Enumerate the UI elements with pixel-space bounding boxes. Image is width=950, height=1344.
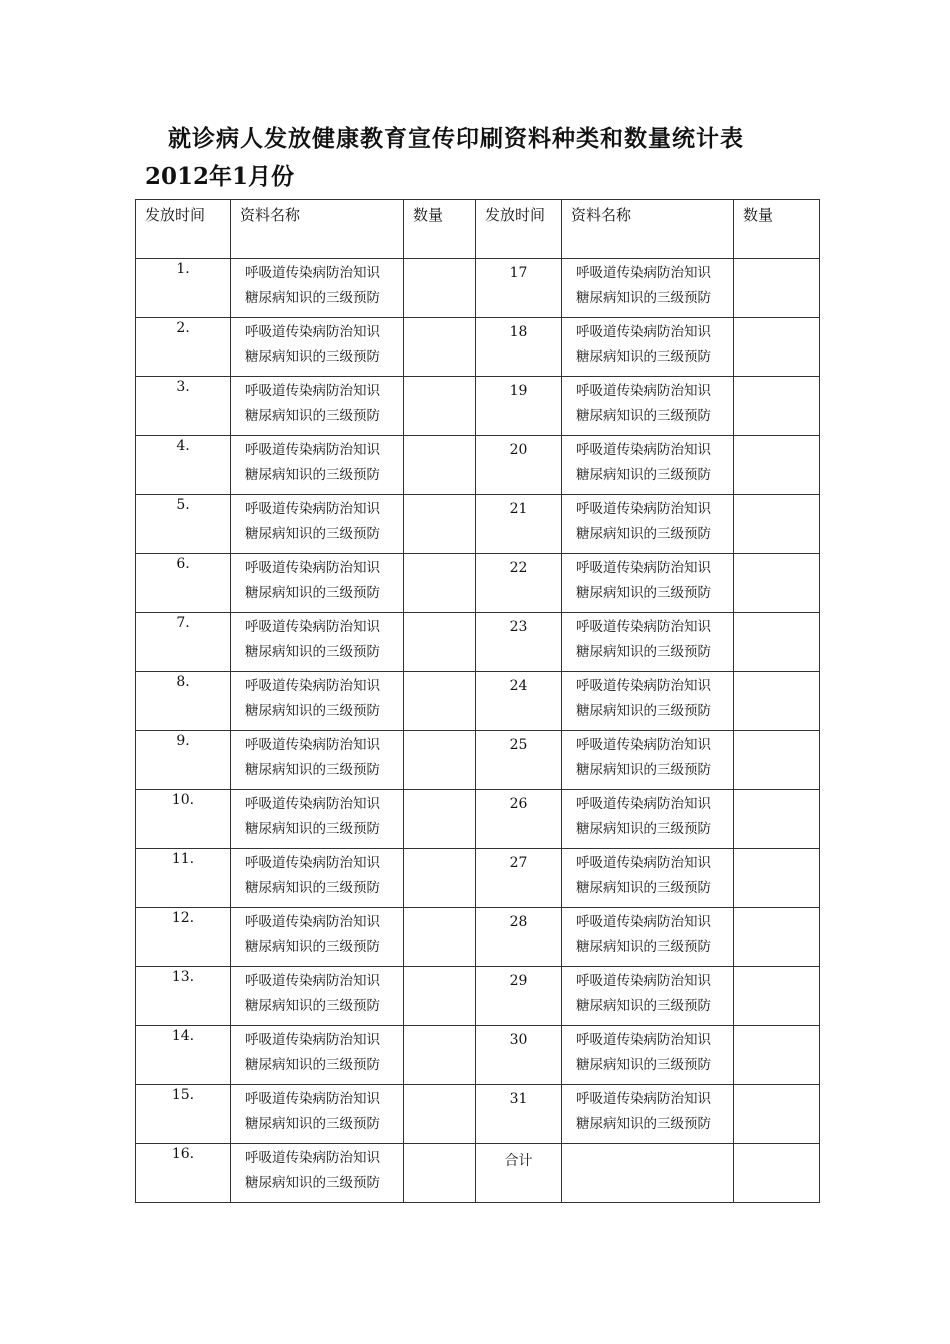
right-quantity-cell (734, 908, 820, 967)
left-day-cell: 14. (136, 1026, 231, 1085)
right-quantity-cell (734, 554, 820, 613)
left-material-cell: 呼吸道传染病防治知识 糖尿病知识的三级预防 (231, 613, 404, 672)
header-cell: 资料名称 (562, 200, 734, 259)
left-quantity-cell (404, 436, 476, 495)
right-quantity-cell (734, 849, 820, 908)
header-cell: 发放时间 (476, 200, 562, 259)
right-day-cell: 合计 (476, 1144, 562, 1203)
table-row (136, 1085, 820, 1144)
left-day-cell: 5. (136, 495, 231, 554)
left-day-cell: 3. (136, 377, 231, 436)
right-quantity-cell (734, 731, 820, 790)
right-day-cell: 29 (476, 967, 562, 1026)
right-day-cell: 28 (476, 908, 562, 967)
left-quantity-cell (404, 495, 476, 554)
table-header-row (136, 200, 820, 259)
right-material-cell (562, 1144, 734, 1203)
right-material-cell: 呼吸道传染病防治知识 糖尿病知识的三级预防 (562, 849, 734, 908)
left-quantity-cell (404, 318, 476, 377)
document-subtitle: 2012年1月份 (145, 163, 295, 190)
left-quantity-cell (404, 554, 476, 613)
left-material-cell: 呼吸道传染病防治知识 糖尿病知识的三级预防 (231, 259, 404, 318)
right-material-cell: 呼吸道传染病防治知识 糖尿病知识的三级预防 (562, 908, 734, 967)
table-row (136, 1144, 820, 1203)
right-day-cell: 27 (476, 849, 562, 908)
table-row (136, 377, 820, 436)
right-day-cell: 31 (476, 1085, 562, 1144)
right-day-cell: 22 (476, 554, 562, 613)
left-day-cell: 8. (136, 672, 231, 731)
left-quantity-cell (404, 1144, 476, 1203)
right-material-cell: 呼吸道传染病防治知识 糖尿病知识的三级预防 (562, 377, 734, 436)
left-day-cell: 11. (136, 849, 231, 908)
left-day-cell: 12. (136, 908, 231, 967)
right-material-cell: 呼吸道传染病防治知识 糖尿病知识的三级预防 (562, 790, 734, 849)
left-quantity-cell (404, 967, 476, 1026)
left-quantity-cell (404, 613, 476, 672)
table-row (136, 436, 820, 495)
left-day-cell: 1. (136, 259, 231, 318)
right-quantity-cell (734, 318, 820, 377)
right-material-cell: 呼吸道传染病防治知识 糖尿病知识的三级预防 (562, 318, 734, 377)
right-day-cell: 19 (476, 377, 562, 436)
header-cell: 资料名称 (231, 200, 404, 259)
left-day-cell: 15. (136, 1085, 231, 1144)
right-day-cell: 24 (476, 672, 562, 731)
right-quantity-cell (734, 790, 820, 849)
left-day-cell: 7. (136, 613, 231, 672)
table-row (136, 908, 820, 967)
right-quantity-cell (734, 1144, 820, 1203)
left-material-cell: 呼吸道传染病防治知识 糖尿病知识的三级预防 (231, 1144, 404, 1203)
left-day-cell: 13. (136, 967, 231, 1026)
right-day-cell: 18 (476, 318, 562, 377)
right-material-cell: 呼吸道传染病防治知识 糖尿病知识的三级预防 (562, 259, 734, 318)
right-material-cell: 呼吸道传染病防治知识 糖尿病知识的三级预防 (562, 1085, 734, 1144)
table-row (136, 967, 820, 1026)
left-quantity-cell (404, 849, 476, 908)
table-row (136, 259, 820, 318)
table-row (136, 1026, 820, 1085)
left-material-cell: 呼吸道传染病防治知识 糖尿病知识的三级预防 (231, 554, 404, 613)
right-day-cell: 21 (476, 495, 562, 554)
right-material-cell: 呼吸道传染病防治知识 糖尿病知识的三级预防 (562, 554, 734, 613)
left-day-cell: 4. (136, 436, 231, 495)
right-material-cell: 呼吸道传染病防治知识 糖尿病知识的三级预防 (562, 1026, 734, 1085)
header-cell: 发放时间 (136, 200, 231, 259)
left-material-cell: 呼吸道传染病防治知识 糖尿病知识的三级预防 (231, 1026, 404, 1085)
right-quantity-cell (734, 377, 820, 436)
left-material-cell: 呼吸道传染病防治知识 糖尿病知识的三级预防 (231, 318, 404, 377)
table-row (136, 495, 820, 554)
left-quantity-cell (404, 377, 476, 436)
right-quantity-cell (734, 1085, 820, 1144)
left-material-cell: 呼吸道传染病防治知识 糖尿病知识的三级预防 (231, 436, 404, 495)
right-quantity-cell (734, 495, 820, 554)
right-day-cell: 25 (476, 731, 562, 790)
left-quantity-cell (404, 672, 476, 731)
right-quantity-cell (734, 672, 820, 731)
left-quantity-cell (404, 1085, 476, 1144)
left-quantity-cell (404, 1026, 476, 1085)
table-row (136, 849, 820, 908)
left-material-cell: 呼吸道传染病防治知识 糖尿病知识的三级预防 (231, 731, 404, 790)
right-quantity-cell (734, 967, 820, 1026)
left-material-cell: 呼吸道传染病防治知识 糖尿病知识的三级预防 (231, 849, 404, 908)
right-quantity-cell (734, 613, 820, 672)
table-row (136, 318, 820, 377)
left-material-cell: 呼吸道传染病防治知识 糖尿病知识的三级预防 (231, 377, 404, 436)
right-quantity-cell (734, 1026, 820, 1085)
left-day-cell: 10. (136, 790, 231, 849)
right-material-cell: 呼吸道传染病防治知识 糖尿病知识的三级预防 (562, 731, 734, 790)
right-quantity-cell (734, 259, 820, 318)
table-row (136, 790, 820, 849)
right-material-cell: 呼吸道传染病防治知识 糖尿病知识的三级预防 (562, 672, 734, 731)
right-day-cell: 26 (476, 790, 562, 849)
right-material-cell: 呼吸道传染病防治知识 糖尿病知识的三级预防 (562, 967, 734, 1026)
left-day-cell: 6. (136, 554, 231, 613)
left-material-cell: 呼吸道传染病防治知识 糖尿病知识的三级预防 (231, 908, 404, 967)
left-material-cell: 呼吸道传染病防治知识 糖尿病知识的三级预防 (231, 790, 404, 849)
left-day-cell: 16. (136, 1144, 231, 1203)
left-material-cell: 呼吸道传染病防治知识 糖尿病知识的三级预防 (231, 495, 404, 554)
table-row (136, 554, 820, 613)
left-material-cell: 呼吸道传染病防治知识 糖尿病知识的三级预防 (231, 1085, 404, 1144)
right-day-cell: 23 (476, 613, 562, 672)
left-quantity-cell (404, 259, 476, 318)
left-day-cell: 2. (136, 318, 231, 377)
table-row (136, 613, 820, 672)
right-day-cell: 20 (476, 436, 562, 495)
header-cell: 数量 (404, 200, 476, 259)
left-material-cell: 呼吸道传染病防治知识 糖尿病知识的三级预防 (231, 672, 404, 731)
statistics-table (135, 199, 820, 1203)
right-day-cell: 30 (476, 1026, 562, 1085)
right-material-cell: 呼吸道传染病防治知识 糖尿病知识的三级预防 (562, 613, 734, 672)
right-day-cell: 17 (476, 259, 562, 318)
left-quantity-cell (404, 908, 476, 967)
right-material-cell: 呼吸道传染病防治知识 糖尿病知识的三级预防 (562, 436, 734, 495)
table-row (136, 672, 820, 731)
left-quantity-cell (404, 790, 476, 849)
document-title: 就诊病人发放健康教育宣传印刷资料种类和数量统计表 (168, 125, 744, 152)
left-day-cell: 9. (136, 731, 231, 790)
left-material-cell: 呼吸道传染病防治知识 糖尿病知识的三级预防 (231, 967, 404, 1026)
left-quantity-cell (404, 731, 476, 790)
right-material-cell: 呼吸道传染病防治知识 糖尿病知识的三级预防 (562, 495, 734, 554)
header-cell: 数量 (734, 200, 820, 259)
table-row (136, 731, 820, 790)
right-quantity-cell (734, 436, 820, 495)
